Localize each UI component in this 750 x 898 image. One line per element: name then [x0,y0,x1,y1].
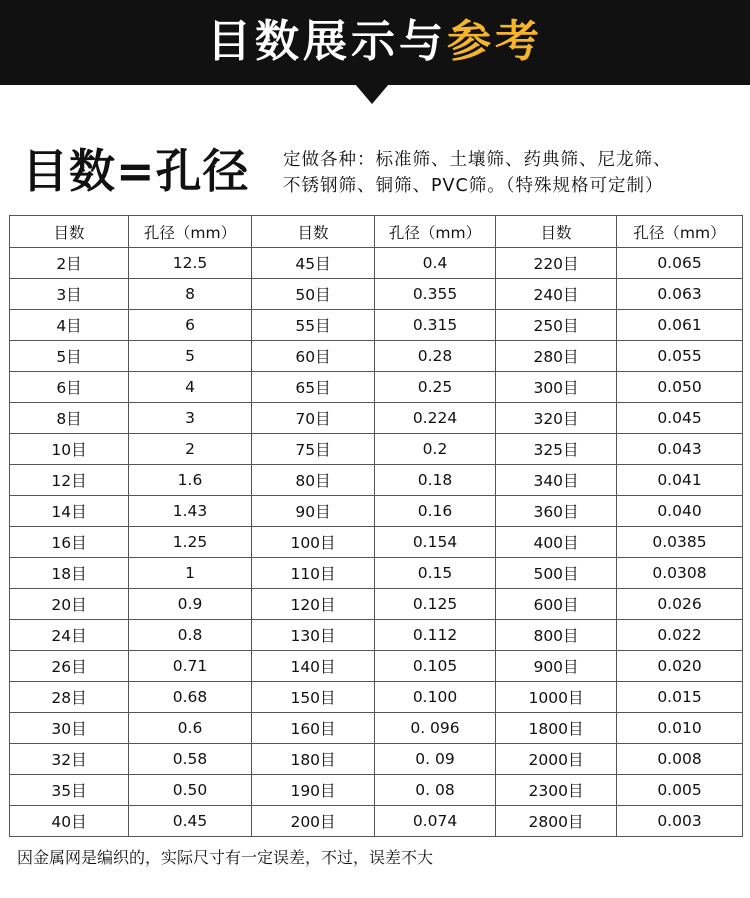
aperture-cell: 0.2 [375,434,496,465]
mesh-cell: 300目 [496,372,617,403]
aperture-cell: 0.008 [617,744,743,775]
table-row [10,248,743,279]
aperture-cell: 0.154 [375,527,496,558]
header-aperture: 孔径（mm） [375,216,496,248]
mesh-cell: 6目 [10,372,129,403]
aperture-cell: 0.9 [129,589,252,620]
mesh-cell: 1800目 [496,713,617,744]
aperture-cell: 0.010 [617,713,743,744]
aperture-cell: 0.063 [617,279,743,310]
mesh-cell: 2800目 [496,806,617,837]
aperture-cell: 0.28 [375,341,496,372]
aperture-cell: 0.125 [375,589,496,620]
aperture-cell: 8 [129,279,252,310]
aperture-cell: 0.25 [375,372,496,403]
mesh-cell: 250目 [496,310,617,341]
aperture-cell: 1.6 [129,465,252,496]
header-aperture: 孔径（mm） [129,216,252,248]
header-mesh: 目数 [252,216,375,248]
mesh-cell: 600目 [496,589,617,620]
aperture-cell: 0.71 [129,651,252,682]
aperture-cell: 0. 096 [375,713,496,744]
mesh-cell: 220目 [496,248,617,279]
mesh-cell: 30目 [10,713,129,744]
aperture-cell: 0.100 [375,682,496,713]
aperture-cell: 0.050 [617,372,743,403]
mesh-cell: 110目 [252,558,375,589]
mesh-cell: 80目 [252,465,375,496]
aperture-cell: 0.0308 [617,558,743,589]
aperture-cell: 0.68 [129,682,252,713]
aperture-cell: 0.074 [375,806,496,837]
table-row [10,713,743,744]
banner-title-main: 目数展示与 [207,16,447,67]
aperture-cell: 0.4 [375,248,496,279]
mesh-cell: 800目 [496,620,617,651]
aperture-cell: 0.041 [617,465,743,496]
mesh-cell: 60目 [252,341,375,372]
mesh-cell: 8目 [10,403,129,434]
aperture-cell: 0.15 [375,558,496,589]
aperture-cell: 0.040 [617,496,743,527]
mesh-cell: 28目 [10,682,129,713]
table-row [10,496,743,527]
table-row [10,651,743,682]
mesh-cell: 130目 [252,620,375,651]
mesh-cell: 3目 [10,279,129,310]
table-row [10,310,743,341]
aperture-cell: 0.045 [617,403,743,434]
description-line-1: 定做各种：标准筛、土壤筛、药典筛、尼龙筛、 [283,150,672,170]
aperture-cell: 0.026 [617,589,743,620]
table-row [10,620,743,651]
table-row [10,372,743,403]
aperture-cell: 0.105 [375,651,496,682]
aperture-cell: 0. 09 [375,744,496,775]
mesh-cell: 500目 [496,558,617,589]
mesh-cell: 35目 [10,775,129,806]
table-row [10,775,743,806]
mesh-cell: 160目 [252,713,375,744]
mesh-cell: 140目 [252,651,375,682]
mesh-cell: 1000目 [496,682,617,713]
mesh-cell: 400目 [496,527,617,558]
aperture-cell: 0. 08 [375,775,496,806]
mesh-cell: 360目 [496,496,617,527]
mesh-cell: 120目 [252,589,375,620]
table-row [10,682,743,713]
table-row [10,744,743,775]
mesh-cell: 900目 [496,651,617,682]
aperture-cell: 1.43 [129,496,252,527]
mesh-cell: 24目 [10,620,129,651]
mesh-cell: 75目 [252,434,375,465]
mesh-cell: 180目 [252,744,375,775]
mesh-cell: 50目 [252,279,375,310]
aperture-cell: 0.020 [617,651,743,682]
mesh-cell: 16目 [10,527,129,558]
mesh-cell: 2目 [10,248,129,279]
mesh-cell: 40目 [10,806,129,837]
description-line-2: 不锈钢筛、铜筛、PVC筛。（特殊规格可定制） [283,176,664,196]
aperture-cell: 0.112 [375,620,496,651]
aperture-cell: 0.355 [375,279,496,310]
aperture-cell: 1.25 [129,527,252,558]
table-row [10,465,743,496]
table-header-row [10,216,743,248]
mesh-cell: 65目 [252,372,375,403]
mesh-cell: 100目 [252,527,375,558]
mesh-cell: 18目 [10,558,129,589]
mesh-cell: 90目 [252,496,375,527]
aperture-cell: 1 [129,558,252,589]
aperture-cell: 5 [129,341,252,372]
aperture-cell: 4 [129,372,252,403]
mesh-cell: 32目 [10,744,129,775]
mesh-cell: 45目 [252,248,375,279]
aperture-cell: 2 [129,434,252,465]
aperture-cell: 0.18 [375,465,496,496]
aperture-cell: 0.315 [375,310,496,341]
table-row [10,589,743,620]
aperture-cell: 0.45 [129,806,252,837]
mesh-aperture-table [9,215,743,837]
aperture-cell: 12.5 [129,248,252,279]
mesh-cell: 70目 [252,403,375,434]
aperture-cell: 0.043 [617,434,743,465]
aperture-cell: 0.224 [375,403,496,434]
aperture-cell: 0.58 [129,744,252,775]
mesh-cell: 12目 [10,465,129,496]
header-mesh: 目数 [496,216,617,248]
aperture-cell: 0.065 [617,248,743,279]
mesh-cell: 14目 [10,496,129,527]
mesh-cell: 150目 [252,682,375,713]
aperture-cell: 0.005 [617,775,743,806]
table-row [10,434,743,465]
aperture-cell: 0.022 [617,620,743,651]
aperture-cell: 6 [129,310,252,341]
mesh-cell: 280目 [496,341,617,372]
mesh-cell: 200目 [252,806,375,837]
table-row [10,341,743,372]
table-row [10,558,743,589]
page-title: 目数=孔径 [22,144,250,198]
aperture-cell: 0.16 [375,496,496,527]
aperture-cell: 0.8 [129,620,252,651]
table-row [10,279,743,310]
mesh-cell: 20目 [10,589,129,620]
aperture-cell: 0.003 [617,806,743,837]
mesh-cell: 190目 [252,775,375,806]
mesh-cell: 5目 [10,341,129,372]
aperture-cell: 0.061 [617,310,743,341]
mesh-cell: 26目 [10,651,129,682]
table-row [10,403,743,434]
table-row [10,806,743,837]
mesh-cell: 340目 [496,465,617,496]
aperture-cell: 0.055 [617,341,743,372]
mesh-cell: 2000目 [496,744,617,775]
mesh-cell: 55目 [252,310,375,341]
table-row [10,527,743,558]
aperture-cell: 3 [129,403,252,434]
footer-note: 因金属网是编织的，实际尺寸有一定误差，不过，误差不大 [17,848,434,867]
mesh-cell: 240目 [496,279,617,310]
mesh-cell: 325目 [496,434,617,465]
mesh-cell: 2300目 [496,775,617,806]
banner-title-highlight: 参考 [447,16,543,67]
aperture-cell: 0.50 [129,775,252,806]
banner-pointer [355,84,389,104]
header-mesh: 目数 [10,216,129,248]
mesh-cell: 320目 [496,403,617,434]
aperture-cell: 0.0385 [617,527,743,558]
header-aperture: 孔径（mm） [617,216,743,248]
mesh-cell: 4目 [10,310,129,341]
mesh-cell: 10目 [10,434,129,465]
banner-title [0,12,750,72]
description [283,147,743,199]
aperture-cell: 0.6 [129,713,252,744]
aperture-cell: 0.015 [617,682,743,713]
table-body [10,248,743,837]
